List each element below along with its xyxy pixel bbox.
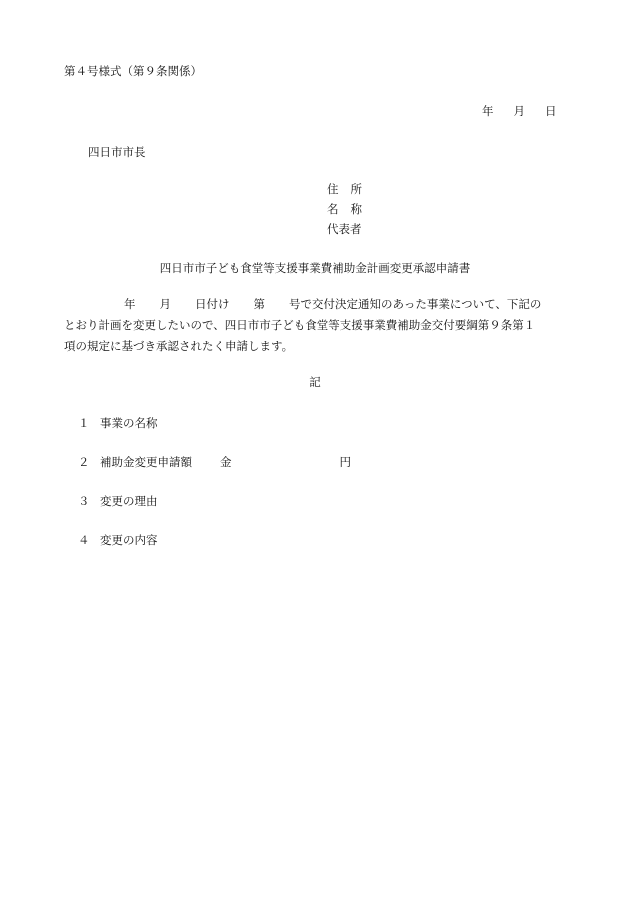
item-2 [78,457,351,469]
item-4-number: ４ [78,533,90,547]
body-line-1 [64,299,584,311]
ki-heading: 記 [309,375,321,389]
body-line-1-rest: 号で交付決定通知のあった事業について、下記の [289,297,542,311]
item-2-number: ２ [78,455,90,469]
sender-address-char-2: 所 [350,182,362,196]
sender-name-char-1: 名 [327,202,339,216]
item-3-label: 変更の理由 [100,494,158,508]
sender-name-char-2: 称 [350,202,362,216]
item-1-number: １ [78,416,90,430]
item-2-kin: 金 [220,455,232,469]
addressee: 四日市市長 [88,145,146,159]
body-day: 日付け [195,297,230,311]
body-dai: 第 [253,297,265,311]
body-year: 年 [124,297,136,311]
body-month: 月 [159,297,171,311]
body-line-3: 項の規定に基づき承認されたく申請します。 [64,339,294,353]
date-year: 年 [482,104,494,118]
item-4-label: 変更の内容 [100,533,158,547]
item-1 [78,418,158,430]
sender-address-label [327,184,362,196]
document-title: 四日市市子ども食堂等支援事業費補助金計画変更承認申請書 [159,261,471,275]
date-day: 日 [545,104,557,118]
body-line-2: とおり計画を変更したいので、四日市市子ども食堂等支援事業費補助金交付要綱第９条第１ [64,318,536,332]
date-line [482,106,557,118]
form-number: 第４号様式（第９条関係） [64,64,202,78]
sender-representative-label: 代表者 [327,222,362,236]
item-4 [78,535,158,547]
item-2-label: 補助金変更申請額 [100,455,192,469]
item-3 [78,496,158,508]
item-3-number: ３ [78,494,90,508]
item-1-label: 事業の名称 [100,416,158,430]
date-month: 月 [513,104,525,118]
item-2-yen: 円 [339,455,351,469]
sender-name-label [327,204,362,216]
sender-address-char-1: 住 [327,182,339,196]
